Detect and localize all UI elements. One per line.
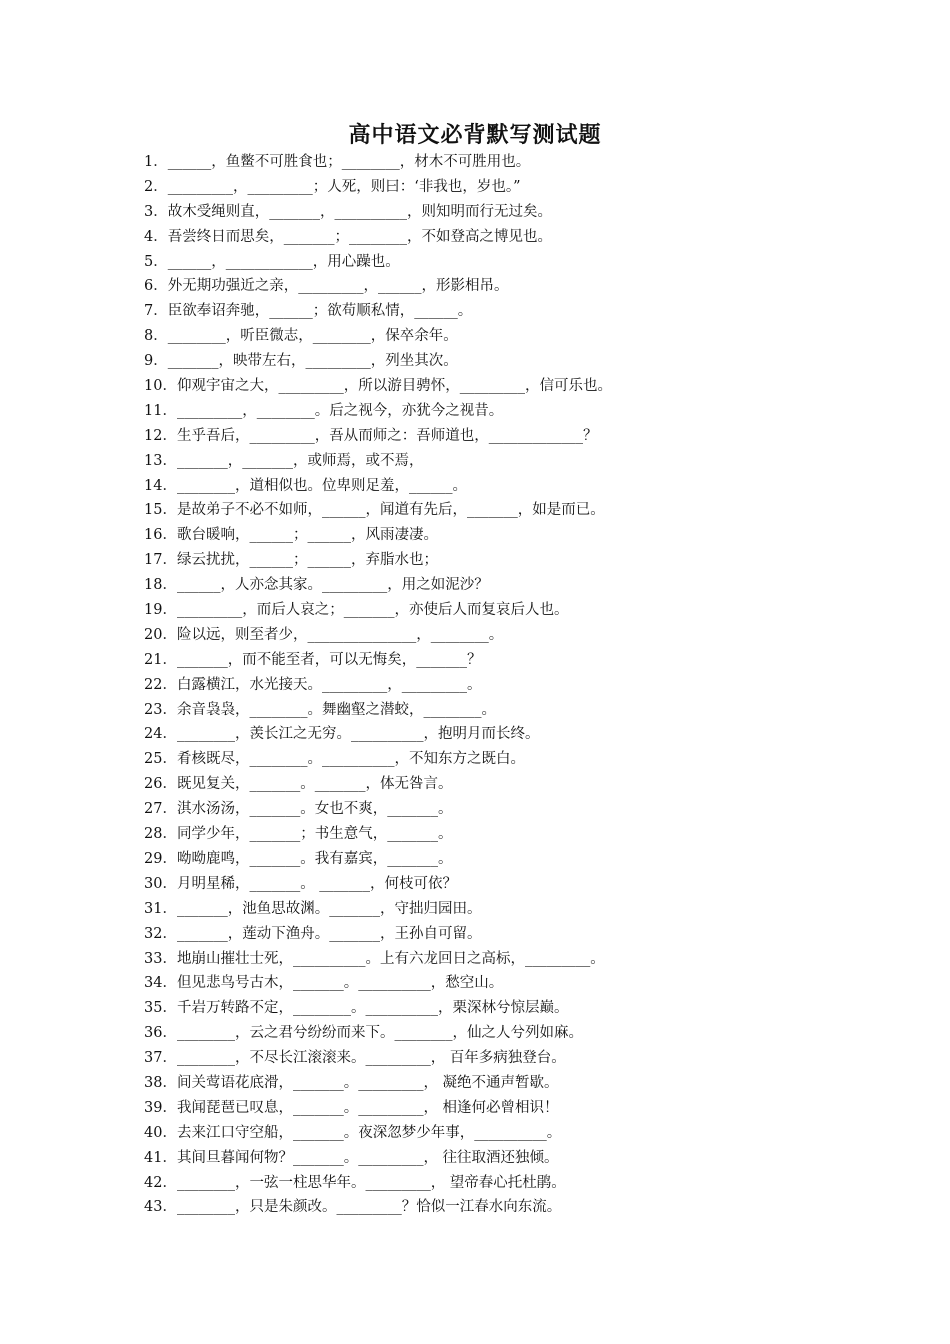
question-item	[144, 1046, 904, 1071]
question-number: 31．	[144, 900, 177, 917]
question-number: 12．	[144, 427, 177, 444]
question-item	[144, 772, 904, 797]
question-item	[144, 324, 904, 349]
question-text: 是故弟子不必不如师，______，闻道有先后，_______，如是而已。	[176, 502, 605, 519]
question-text: 肴核既尽，________。__________，不知东方之既白。	[176, 751, 525, 768]
question-number: 39．	[144, 1099, 177, 1116]
question-number: 9．	[144, 353, 168, 370]
question-number: 5．	[144, 253, 168, 270]
question-number: 37．	[144, 1050, 177, 1067]
question-text: 我闻琵琶已叹息，_______。_________， 相逢何必曾相识！	[176, 1099, 559, 1116]
question-number: 23．	[144, 701, 177, 718]
question-text: 仰观宇宙之大，_________，所以游目骋怀，_________，信可乐也。	[176, 378, 612, 395]
question-text: ______，人亦念其家。_________，用之如泥沙？	[176, 577, 489, 594]
question-text: ________，只是朱颜改。_________？恰似一江春水向东流。	[176, 1199, 562, 1216]
question-text: 地崩山摧壮士死，__________。上有六龙回日之高标，_________。	[176, 950, 605, 967]
question-item	[144, 947, 904, 972]
question-text: 吾尝终日而思矣，_______；________，不如登高之博见也。	[167, 228, 552, 245]
question-list	[144, 150, 904, 1220]
question-number: 19．	[144, 602, 177, 619]
question-item	[144, 598, 904, 623]
question-number: 1．	[144, 154, 168, 170]
question-number: 8．	[144, 328, 168, 345]
question-number: 22．	[144, 676, 177, 693]
question-number: 24．	[144, 726, 177, 743]
question-number: 42．	[144, 1174, 177, 1191]
question-text: 千岩万转路不定，________。__________，栗深林兮惊层巅。	[176, 1000, 569, 1017]
question-item	[144, 573, 904, 598]
question-text: 同学少年，_______；书生意气，_______。	[176, 826, 453, 843]
question-number: 35．	[144, 1000, 177, 1017]
question-item	[144, 1071, 904, 1096]
page-title: 高中语文必背默写测试题	[348, 122, 602, 148]
question-number: 40．	[144, 1124, 177, 1141]
question-text: _______，而不能至者，可以无悔矣，_______？	[176, 651, 482, 668]
question-number: 17．	[144, 552, 177, 569]
question-text: ______，____________，用心躁也。	[167, 253, 400, 270]
question-item	[144, 1195, 904, 1220]
question-item	[144, 424, 904, 449]
question-number: 10．	[144, 378, 177, 395]
question-item	[144, 250, 904, 275]
question-text: ________，不尽长江滚滚来。_________， 百年多病独登台。	[176, 1050, 566, 1067]
question-item	[144, 374, 904, 399]
question-number: 14．	[144, 477, 177, 494]
question-text: 故木受绳则直，_______，__________，则知明而行无过矣。	[167, 203, 552, 220]
question-number: 34．	[144, 975, 177, 992]
question-item	[144, 996, 904, 1021]
question-text: _________，_________；人死，则曰：‘非我也，岁也。”	[167, 178, 521, 195]
question-item	[144, 822, 904, 847]
question-item	[144, 399, 904, 424]
question-item	[144, 971, 904, 996]
question-text: _______，池鱼思故渊。_______，守拙归园田。	[176, 900, 482, 917]
question-number: 43．	[144, 1199, 177, 1216]
question-text: 其间旦暮闻何物？_______。_________， 往往取酒还独倾。	[176, 1149, 559, 1166]
question-text: 去来江口守空船，_______。夜深忽梦少年事，__________。	[176, 1124, 562, 1141]
question-text: 既见复关，_______。_______，体无咎言。	[176, 776, 453, 793]
question-number: 32．	[144, 925, 177, 942]
question-text: ________，一弦一柱思华年。_________， 望帝春心托杜鹃。	[176, 1174, 566, 1191]
question-text: 歌台暖响，______；______，风雨凄凄。	[176, 527, 438, 544]
question-item	[144, 1096, 904, 1121]
question-text: ________，听臣微志，________，保卒余年。	[167, 328, 458, 345]
question-number: 20．	[144, 626, 177, 643]
question-number: 26．	[144, 776, 177, 793]
question-text: 间关莺语花底滑，_______。_________， 凝绝不通声暂歇。	[176, 1074, 559, 1091]
question-item	[144, 648, 904, 673]
question-text: 外无期功强近之亲，_________，______，形影相吊。	[167, 278, 509, 295]
question-item	[144, 1171, 904, 1196]
question-item	[144, 349, 904, 374]
question-number: 25．	[144, 751, 177, 768]
question-number: 11．	[144, 402, 177, 419]
question-text: ________，云之君兮纷纷而来下。________，仙之人兮列如麻。	[176, 1025, 583, 1042]
question-number: 7．	[144, 303, 168, 320]
question-item	[144, 673, 904, 698]
question-item	[144, 498, 904, 523]
question-text: 但见悲鸟号古木，_______。__________，愁空山。	[176, 975, 504, 992]
question-number: 2．	[144, 178, 168, 195]
question-number: 4．	[144, 228, 168, 245]
question-text: ________，道相似也。位卑则足羞，______。	[176, 477, 467, 494]
question-text: 绿云扰扰，______；______，弃脂水也；	[176, 552, 438, 569]
question-text: 生乎吾后，_________，吾从而师之：吾师道也，_____________？	[176, 427, 598, 444]
question-number: 13．	[144, 452, 177, 469]
question-item	[144, 1146, 904, 1171]
question-text: 险以远，则至者少，_______________，________。	[176, 626, 504, 643]
question-text: ______，鱼鳖不可胜食也；________，材木不可胜用也。	[167, 154, 531, 170]
question-number: 28．	[144, 826, 177, 843]
question-number: 27．	[144, 801, 177, 818]
question-item	[144, 1121, 904, 1146]
question-number: 38．	[144, 1074, 177, 1091]
question-item	[144, 474, 904, 499]
question-item	[144, 548, 904, 573]
question-item	[144, 1021, 904, 1046]
question-number: 6．	[144, 278, 168, 295]
question-number: 3．	[144, 203, 168, 220]
question-text: 呦呦鹿鸣，_______。我有嘉宾，_______。	[176, 850, 453, 867]
question-number: 41．	[144, 1149, 177, 1166]
question-item	[144, 797, 904, 822]
question-item	[144, 200, 904, 225]
question-item	[144, 922, 904, 947]
question-text: _________，________。后之视今，亦犹今之视昔。	[176, 402, 504, 419]
question-text: 臣欲奉诏奔驰，______；欲苟顺私情，______。	[167, 303, 473, 320]
question-item	[144, 722, 904, 747]
question-number: 15．	[144, 502, 177, 519]
question-number: 30．	[144, 875, 177, 892]
question-text: _______，_______，或师焉，或不焉，	[176, 452, 424, 469]
question-item	[144, 299, 904, 324]
question-item	[144, 698, 904, 723]
question-number: 33．	[144, 950, 177, 967]
question-number: 36．	[144, 1025, 177, 1042]
question-item	[144, 523, 904, 548]
question-item	[144, 449, 904, 474]
question-number: 18．	[144, 577, 177, 594]
question-item	[144, 274, 904, 299]
question-text: 淇水汤汤，_______。女也不爽，_______。	[176, 801, 453, 818]
question-item	[144, 747, 904, 772]
question-text: _______，莲动下渔舟。_______，王孙自可留。	[176, 925, 482, 942]
question-item	[144, 623, 904, 648]
question-item	[144, 897, 904, 922]
question-item	[144, 872, 904, 897]
question-item	[144, 150, 904, 175]
question-number: 29．	[144, 850, 177, 867]
question-item	[144, 847, 904, 872]
question-item	[144, 175, 904, 200]
question-item	[144, 225, 904, 250]
question-text: _______，映带左右，_________，列坐其次。	[167, 353, 458, 370]
question-text: _________，而后人哀之；_______，亦使后人而复哀后人也。	[176, 602, 569, 619]
question-text: 月明星稀，_______。 _______，何枝可依？	[176, 875, 458, 892]
question-text: 余音袅袅，________。舞幽壑之潜蛟，________。	[176, 701, 496, 718]
question-text: 白露横江，水光接天。_________，_________。	[176, 676, 482, 693]
question-number: 16．	[144, 527, 177, 544]
question-number: 21．	[144, 651, 177, 668]
question-text: ________，羡长江之无穷。__________，抱明月而长终。	[176, 726, 540, 743]
